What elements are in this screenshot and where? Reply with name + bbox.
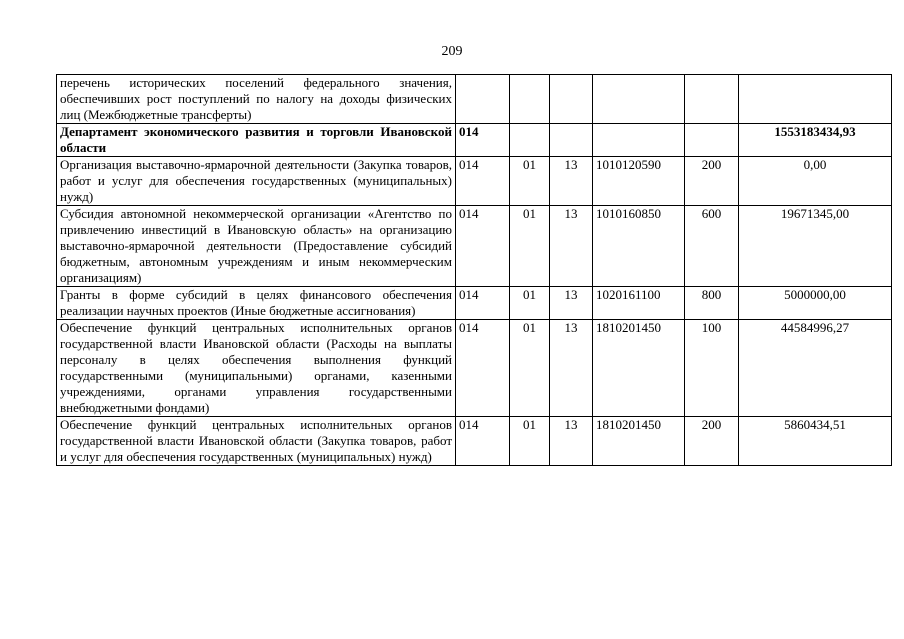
row-subsection: 13 [550,320,593,417]
table-row [57,75,892,124]
row-subsection [550,75,593,124]
row-code: 014 [456,287,510,320]
row-code: 014 [456,206,510,287]
row-subsection [550,124,593,157]
row-code [456,75,510,124]
row-target-article: 1020161100 [593,287,685,320]
row-target-article: 1810201450 [593,417,685,466]
row-expense-type: 800 [685,287,739,320]
row-section: 01 [510,320,550,417]
row-target-article: 1010160850 [593,206,685,287]
row-code: 014 [456,320,510,417]
row-expense-type: 200 [685,157,739,206]
row-code: 014 [456,124,510,157]
row-amount: 1553183434,93 [739,124,892,157]
row-amount: 5860434,51 [739,417,892,466]
page-number: 209 [441,44,463,59]
row-name: Субсидия автономной некоммерческой организации «Агентство по привлечению инвестиций в Ивановскую область» на организацию выставочно-ярмарочной деятельности (Предоставление субсидий бюджетным, автономным учреждениям и иным некоммерческим организациям) [57,206,456,287]
row-section: 01 [510,287,550,320]
row-subsection: 13 [550,287,593,320]
row-expense-type: 100 [685,320,739,417]
row-section: 01 [510,417,550,466]
row-expense-type: 600 [685,206,739,287]
row-amount: 5000000,00 [739,287,892,320]
table-row [57,206,892,287]
row-target-article: 1810201450 [593,320,685,417]
row-name: Гранты в форме субсидий в целях финансового обеспечения реализации научных проектов (Иные бюджетные ассигнования) [57,287,456,320]
table-row [57,157,892,206]
row-amount: 44584996,27 [739,320,892,417]
row-target-article [593,124,685,157]
row-name: Организация выставочно-ярмарочной деятельности (Закупка товаров, работ и услуг для обеспечения государственных (муниципальных) нужд) [57,157,456,206]
row-amount: 19671345,00 [739,206,892,287]
row-section: 01 [510,206,550,287]
row-expense-type [685,124,739,157]
row-section: 01 [510,157,550,206]
row-subsection: 13 [550,417,593,466]
table-row-department [57,124,892,157]
row-amount: 0,00 [739,157,892,206]
budget-table [56,74,892,466]
row-code: 014 [456,157,510,206]
row-name: Обеспечение функций центральных исполнительных органов государственной власти Ивановской области (Расходы на выплаты персоналу в целях обеспечения выполнения функций государственными (муниципальными) органами, казенными учреждениями, органами управления государственными внебюджетными фондами) [57,320,456,417]
row-code: 014 [456,417,510,466]
row-name: перечень исторических поселений федерального значения, обеспечивших рост поступлений по налогу на доходы физических лиц (Межбюджетные трансферты) [57,75,456,124]
table-row [57,320,892,417]
row-subsection: 13 [550,206,593,287]
row-name: Обеспечение функций центральных исполнительных органов государственной власти Ивановской области (Закупка товаров, работ и услуг для обеспечения государственных (муниципальных) нужд) [57,417,456,466]
row-target-article [593,75,685,124]
row-section [510,124,550,157]
row-expense-type [685,75,739,124]
table-row [57,287,892,320]
row-name: Департамент экономического развития и торговли Ивановской области [57,124,456,157]
row-section [510,75,550,124]
row-target-article: 1010120590 [593,157,685,206]
table-row [57,417,892,466]
row-amount [739,75,892,124]
row-subsection: 13 [550,157,593,206]
row-expense-type: 200 [685,417,739,466]
